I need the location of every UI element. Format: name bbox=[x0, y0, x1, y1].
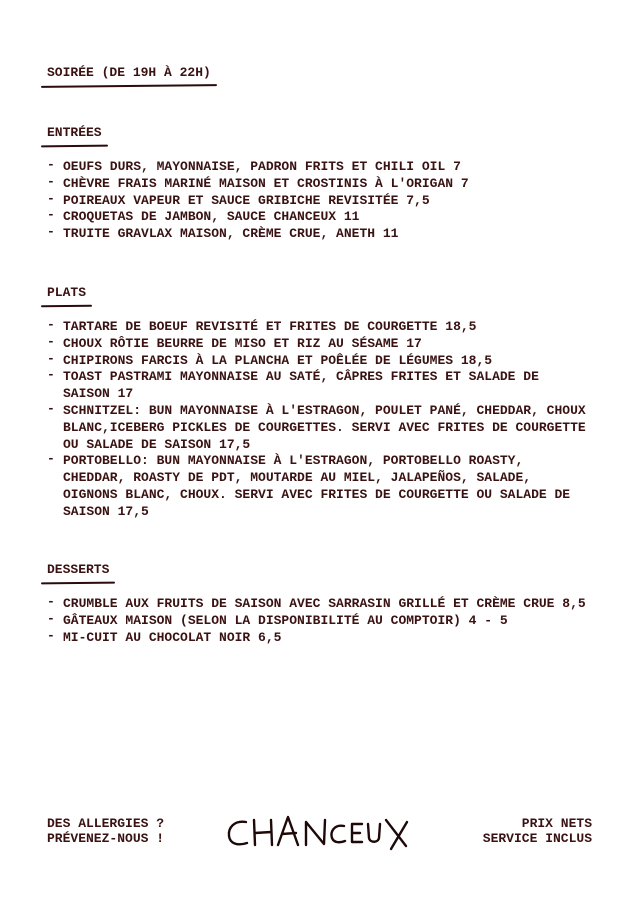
section-entrees bbox=[47, 125, 593, 243]
service-title: SOIRÉE (DE 19H À 22H) bbox=[47, 65, 211, 80]
menu-item: - TARTARE DE BOEUF REVISITÉ ET FRITES DE COURGETTE 18,5 bbox=[47, 319, 593, 336]
item-list bbox=[47, 159, 593, 243]
menu-item: - POIREAUX VAPEUR ET SAUCE GRIBICHE REVISITÉE 7,5 bbox=[47, 193, 593, 210]
section-heading: DESSERTS bbox=[47, 562, 110, 577]
allergy-line-1: DES ALLERGIES ? bbox=[47, 816, 165, 831]
allergy-line-2: PRÉVENEZ-NOUS ! bbox=[47, 831, 165, 846]
menu-item: - SCHNITZEL: BUN MAYONNAISE À L'ESTRAGON, POULET PANÉ, CHEDDAR, CHOUX BLANC,ICEBERG PICKLES DE COURGETTES. SERVI AVEC FRITES DE COURGETTE OU SALADE DE SAISON 17,5 bbox=[47, 403, 593, 453]
menu-item: - GÂTEAUX MAISON (SELON LA DISPONIBILITÉ AU COMPTOIR) 4 - 5 bbox=[47, 613, 593, 630]
pricing-line-2: SERVICE INCLUS bbox=[482, 831, 592, 846]
menu-item: - CHOUX RÔTIE BEURRE DE MISO ET RIZ AU SÉSAME 17 bbox=[47, 336, 593, 353]
menu-item: - TOAST PASTRAMI MAYONNAISE AU SATÉ, CÂPRES FRITES ET SALADE DE SAISON 17 bbox=[47, 369, 593, 403]
item-list bbox=[47, 319, 593, 521]
item-list bbox=[47, 596, 593, 646]
section-heading: ENTRÉES bbox=[47, 125, 102, 140]
pricing-notice bbox=[483, 816, 592, 846]
section-desserts bbox=[47, 562, 593, 646]
service-title-section bbox=[47, 65, 211, 80]
section-heading: PLATS bbox=[47, 285, 87, 300]
menu-item: - MI-CUIT AU CHOCOLAT NOIR 6,5 bbox=[47, 630, 593, 647]
menu-item: - TRUITE GRAVLAX MAISON, CRÈME CRUE, ANETH 11 bbox=[47, 226, 593, 243]
menu-item: - CROQUETAS DE JAMBON, SAUCE CHANCEUX 11 bbox=[47, 209, 593, 226]
menu-item: - OEUFS DURS, MAYONNAISE, PADRON FRITS ET CHILI OIL 7 bbox=[47, 159, 593, 176]
menu-item: - CHIPIRONS FARCIS À LA PLANCHA ET POÊLÉE DE LÉGUMES 18,5 bbox=[47, 353, 593, 370]
section-plats bbox=[47, 285, 593, 521]
allergy-notice bbox=[47, 816, 164, 846]
pricing-line-1: PRIX NETS bbox=[521, 816, 592, 831]
menu-item: - CRUMBLE AUX FRUITS DE SAISON AVEC SARRASIN GRILLÉ ET CRÈME CRUE 8,5 bbox=[47, 596, 593, 613]
chanceux-logo bbox=[226, 812, 412, 856]
menu-item: - CHÈVRE FRAIS MARINÉ MAISON ET CROSTINIS À L'ORIGAN 7 bbox=[47, 176, 593, 193]
menu-item: - PORTOBELLO: BUN MAYONNAISE À L'ESTRAGON, PORTOBELLO ROASTY, CHEDDAR, ROASTY DE PDT, MOUTARDE AU MIEL, JALAPEÑOS, SALADE, OIGNONS BLANC, CHOUX. SERVI AVEC FRITES DE COURGETTE OU SALADE DE SAISON 17,5 bbox=[47, 453, 593, 520]
